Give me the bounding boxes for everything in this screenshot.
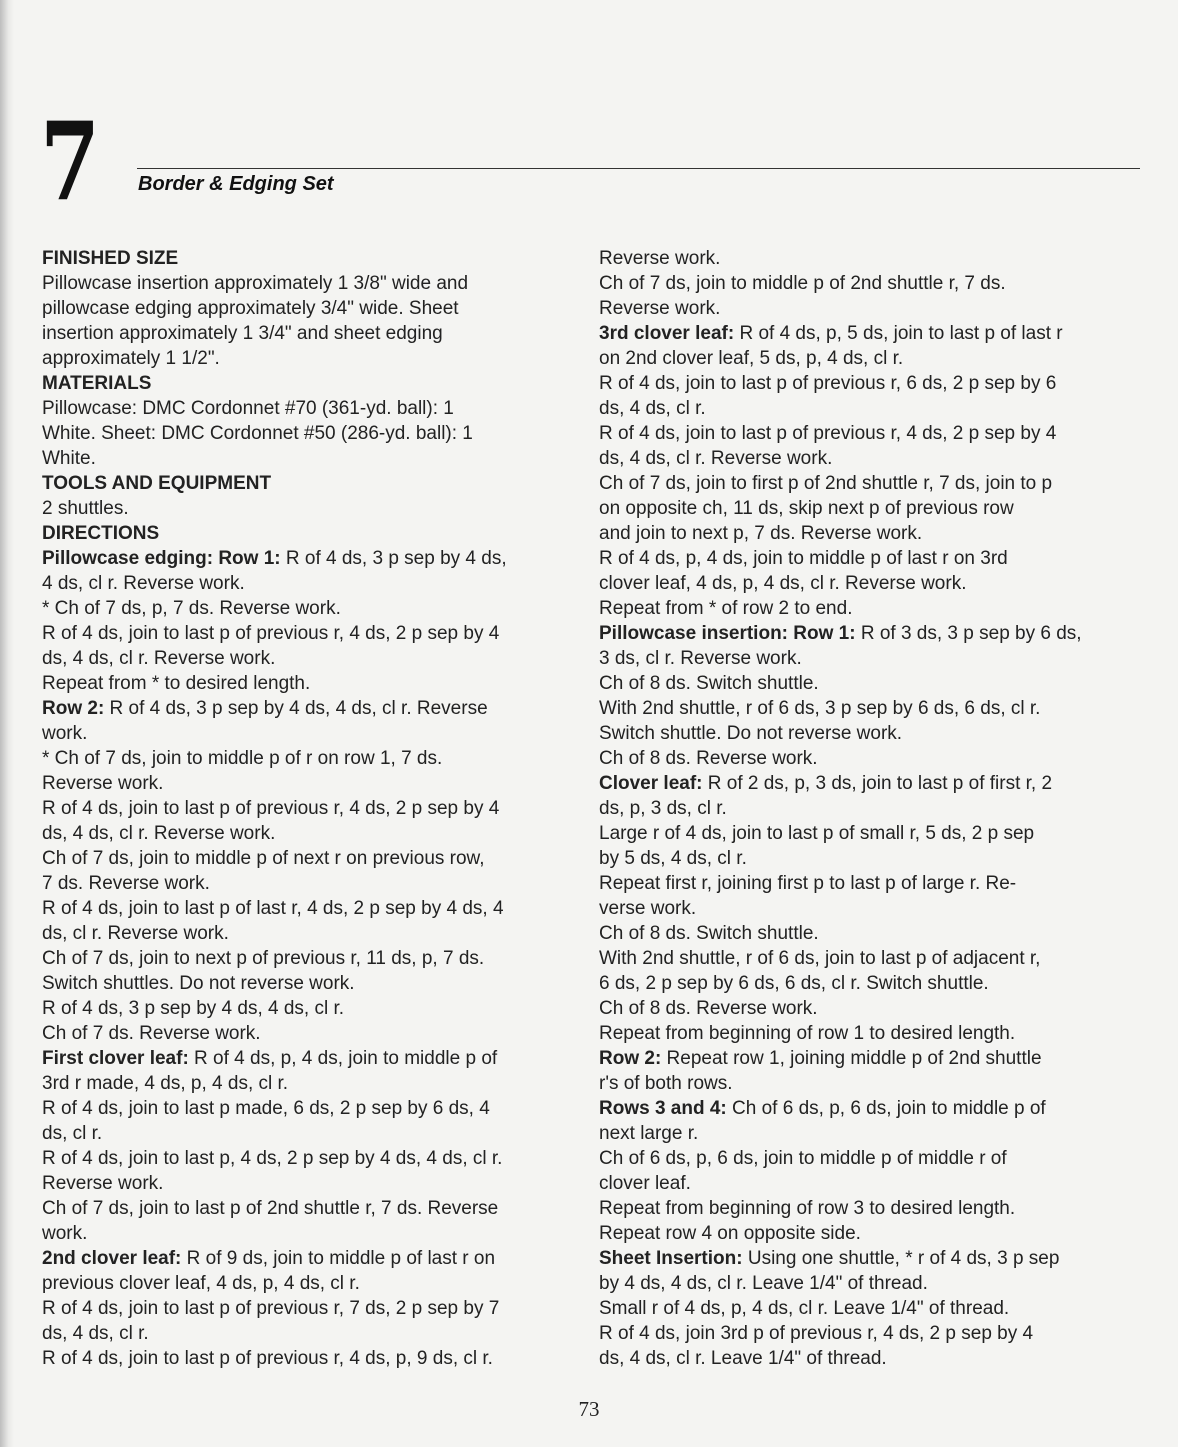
- line-text: Ch of 7 ds, join to last p of 2nd shuttle r, 7 ds. Reverse: [42, 1198, 499, 1219]
- text-line: [599, 1096, 1159, 1121]
- line-text: 3 ds, cl r. Reverse work.: [599, 648, 802, 669]
- line-text: ds, 4 ds, cl r.: [599, 398, 706, 419]
- text-line: [42, 1096, 582, 1121]
- bold-heading: Rows 3 and 4:: [599, 1098, 727, 1119]
- text-line: [42, 446, 582, 471]
- line-text: Large r of 4 ds, join to last p of small r, 5 ds, 2 p sep: [599, 823, 1035, 844]
- line-text: With 2nd shuttle, r of 6 ds, join to last p of adjacent r,: [599, 948, 1041, 969]
- line-text: 4 ds, cl r. Reverse work.: [42, 573, 245, 594]
- text-line: [42, 471, 582, 496]
- text-line: [42, 1196, 582, 1221]
- text-line: [42, 821, 582, 846]
- line-text: * Ch of 7 ds, p, 7 ds. Reverse work.: [42, 598, 341, 619]
- text-line: [599, 846, 1159, 871]
- line-text: 7 ds. Reverse work.: [42, 873, 210, 894]
- text-line: [42, 1146, 582, 1171]
- line-text: Reverse work.: [42, 773, 164, 794]
- line-text: by 4 ds, 4 ds, cl r. Leave 1/4" of thread.: [599, 1273, 928, 1294]
- line-text: and join to next p, 7 ds. Reverse work.: [599, 523, 923, 544]
- line-text: With 2nd shuttle, r of 6 ds, 3 p sep by 6 ds, 6 ds, cl r.: [599, 698, 1041, 719]
- text-line: [599, 446, 1159, 471]
- title-rule: [137, 168, 1140, 169]
- bold-heading: Pillowcase insertion: Row 1:: [599, 623, 856, 644]
- line-text: R of 4 ds, join to last p made, 6 ds, 2 p sep by 6 ds, 4: [42, 1098, 490, 1119]
- line-text: Ch of 6 ds, p, 6 ds, join to middle p of middle r of: [599, 1148, 1007, 1169]
- bold-heading: Row 2:: [42, 698, 105, 719]
- section-title: Border & Edging Set: [138, 173, 334, 195]
- line-text: r's of both rows.: [599, 1073, 733, 1094]
- bold-heading: Pillowcase edging: Row 1:: [42, 548, 281, 569]
- text-line: [42, 1271, 582, 1296]
- text-line: [599, 921, 1159, 946]
- text-line: [42, 346, 582, 371]
- line-text: 6 ds, 2 p sep by 6 ds, 6 ds, cl r. Switch shuttle.: [599, 973, 989, 994]
- line-text: Ch of 6 ds, p, 6 ds, join to middle p of: [726, 1098, 1046, 1119]
- line-text: R of 4 ds, join to last p of previous r, 7 ds, 2 p sep by 7: [42, 1298, 500, 1319]
- line-text: Repeat from * to desired length.: [42, 673, 311, 694]
- text-line: [42, 896, 582, 921]
- text-line: [42, 646, 582, 671]
- text-line: [42, 1246, 582, 1271]
- text-line: [599, 471, 1159, 496]
- line-text: next large r.: [599, 1123, 699, 1144]
- line-text: ds, 4 ds, cl r. Reverse work.: [42, 648, 276, 669]
- text-line: [42, 696, 582, 721]
- text-line: [42, 396, 582, 421]
- text-line: [599, 1271, 1159, 1296]
- text-line: [42, 1296, 582, 1321]
- line-text: ds, 4 ds, cl r. Reverse work.: [42, 823, 276, 844]
- text-line: [599, 646, 1159, 671]
- line-text: * Ch of 7 ds, join to middle p of r on row 1, 7 ds.: [42, 748, 443, 769]
- line-text: Switch shuttles. Do not reverse work.: [42, 973, 355, 994]
- bold-heading: 2nd clover leaf:: [42, 1248, 182, 1269]
- text-line: [42, 371, 582, 396]
- line-text: Ch of 8 ds. Switch shuttle.: [599, 923, 819, 944]
- text-line: [599, 1121, 1159, 1146]
- line-text: previous clover leaf, 4 ds, p, 4 ds, cl r.: [42, 1273, 360, 1294]
- text-line: [42, 846, 582, 871]
- line-text: R of 4 ds, join to last p of previous r, 4 ds, 2 p sep by 4: [42, 798, 500, 819]
- line-text: White. Sheet: DMC Cordonnet #50 (286-yd. ball): 1: [42, 423, 473, 444]
- line-text: on opposite ch, 11 ds, skip next p of previous row: [599, 498, 1014, 519]
- bold-heading: FINISHED SIZE: [42, 248, 179, 269]
- bold-heading: First clover leaf:: [42, 1048, 189, 1069]
- text-line: [599, 771, 1159, 796]
- text-line: [599, 1221, 1159, 1246]
- line-text: Pillowcase insertion approximately 1 3/8" wide and: [42, 273, 469, 294]
- line-text: Repeat from * of row 2 to end.: [599, 598, 853, 619]
- line-text: verse work.: [599, 898, 697, 919]
- line-text: on 2nd clover leaf, 5 ds, p, 4 ds, cl r.: [599, 348, 904, 369]
- text-line: [42, 421, 582, 446]
- text-line: [599, 496, 1159, 521]
- text-line: [42, 996, 582, 1021]
- bold-heading: Row 2:: [599, 1048, 662, 1069]
- line-text: R of 4 ds, join to last p of previous r, 4 ds, p, 9 ds, cl r.: [42, 1348, 493, 1369]
- page-spine-shadow: [0, 0, 14, 1447]
- text-line: [599, 1246, 1159, 1271]
- line-text: approximately 1 1/2".: [42, 348, 220, 369]
- line-text: 2 shuttles.: [42, 498, 129, 519]
- line-text: R of 4 ds, 3 p sep by 4 ds,: [280, 548, 507, 569]
- line-text: Ch of 7 ds, join to middle p of 2nd shuttle r, 7 ds.: [599, 273, 1006, 294]
- text-line: [599, 346, 1159, 371]
- text-line: [599, 1021, 1159, 1046]
- line-text: R of 2 ds, p, 3 ds, join to last p of first r, 2: [702, 773, 1053, 794]
- line-text: Ch of 8 ds. Switch shuttle.: [599, 673, 819, 694]
- bold-heading: Clover leaf:: [599, 773, 703, 794]
- line-text: R of 9 ds, join to middle p of last r on: [181, 1248, 496, 1269]
- text-line: [599, 1346, 1159, 1371]
- text-line: [42, 496, 582, 521]
- text-line: [42, 546, 582, 571]
- text-line: [42, 521, 582, 546]
- text-line: [599, 321, 1159, 346]
- line-text: ds, cl r. Reverse work.: [42, 923, 229, 944]
- text-line: [42, 1071, 582, 1096]
- text-line: [599, 1071, 1159, 1096]
- text-line: [599, 1196, 1159, 1221]
- text-line: [599, 696, 1159, 721]
- text-line: [599, 746, 1159, 771]
- line-text: Ch of 7 ds, join to next p of previous r, 11 ds, p, 7 ds.: [42, 948, 485, 969]
- text-line: [599, 721, 1159, 746]
- bold-heading: Sheet Insertion:: [599, 1248, 743, 1269]
- text-line: [599, 821, 1159, 846]
- line-text: ds, p, 3 ds, cl r.: [599, 798, 727, 819]
- line-text: ds, 4 ds, cl r. Leave 1/4" of thread.: [599, 1348, 887, 1369]
- line-text: Small r of 4 ds, p, 4 ds, cl r. Leave 1/4" of thread.: [599, 1298, 1010, 1319]
- line-text: clover leaf.: [599, 1173, 691, 1194]
- line-text: ds, 4 ds, cl r.: [42, 1323, 149, 1344]
- text-line: [599, 371, 1159, 396]
- line-text: R of 4 ds, p, 5 ds, join to last p of last r: [734, 323, 1063, 344]
- line-text: Switch shuttle. Do not reverse work.: [599, 723, 903, 744]
- text-line: [599, 1046, 1159, 1071]
- text-line: [42, 921, 582, 946]
- line-text: ds, 4 ds, cl r. Reverse work.: [599, 448, 833, 469]
- line-text: R of 4 ds, p, 4 ds, join to middle p of last r on 3rd: [599, 548, 1008, 569]
- text-line: [599, 296, 1159, 321]
- line-text: R of 4 ds, join to last p of previous r, 6 ds, 2 p sep by 6: [599, 373, 1057, 394]
- line-text: Pillowcase: DMC Cordonnet #70 (361-yd. ball): 1: [42, 398, 454, 419]
- text-line: [42, 771, 582, 796]
- text-line: [599, 421, 1159, 446]
- line-text: Reverse work.: [42, 1173, 164, 1194]
- text-line: [42, 271, 582, 296]
- text-line: [599, 1296, 1159, 1321]
- line-text: R of 4 ds, join to last p of last r, 4 ds, 2 p sep by 4 ds, 4: [42, 898, 504, 919]
- text-line: [599, 671, 1159, 696]
- chapter-number: 7: [40, 99, 101, 225]
- text-line: [42, 1021, 582, 1046]
- line-text: R of 4 ds, 3 p sep by 4 ds, 4 ds, cl r.: [42, 998, 345, 1019]
- line-text: Ch of 8 ds. Reverse work.: [599, 748, 818, 769]
- right-column: [599, 246, 1159, 1371]
- text-line: [42, 796, 582, 821]
- line-text: clover leaf, 4 ds, p, 4 ds, cl r. Reverse work.: [599, 573, 967, 594]
- bold-heading: MATERIALS: [42, 373, 152, 394]
- left-column: [42, 246, 582, 1371]
- text-line: [42, 671, 582, 696]
- text-line: [599, 396, 1159, 421]
- text-line: [42, 596, 582, 621]
- bold-heading: DIRECTIONS: [42, 523, 160, 544]
- text-line: [599, 971, 1159, 996]
- text-line: [599, 621, 1159, 646]
- text-line: [42, 1346, 582, 1371]
- text-line: [599, 1146, 1159, 1171]
- line-text: R of 4 ds, join to last p of previous r, 4 ds, 2 p sep by 4: [599, 423, 1057, 444]
- line-text: Ch of 8 ds. Reverse work.: [599, 998, 818, 1019]
- line-text: work.: [42, 723, 88, 744]
- line-text: Repeat row 1, joining middle p of 2nd shuttle: [661, 1048, 1042, 1069]
- text-line: [42, 571, 582, 596]
- line-text: pillowcase edging approximately 3/4" wide. Sheet: [42, 298, 459, 319]
- text-line: [42, 1121, 582, 1146]
- line-text: Ch of 7 ds, join to first p of 2nd shuttle r, 7 ds, join to p: [599, 473, 1053, 494]
- text-line: [599, 546, 1159, 571]
- text-line: [599, 246, 1159, 271]
- text-line: [42, 1046, 582, 1071]
- line-text: insertion approximately 1 3/4" and sheet edging: [42, 323, 443, 344]
- line-text: Using one shuttle, * r of 4 ds, 3 p sep: [742, 1248, 1060, 1269]
- text-line: [42, 1171, 582, 1196]
- line-text: 3rd r made, 4 ds, p, 4 ds, cl r.: [42, 1073, 289, 1094]
- line-text: Ch of 7 ds, join to middle p of next r on previous row,: [42, 848, 485, 869]
- text-line: [599, 796, 1159, 821]
- text-line: [599, 896, 1159, 921]
- line-text: Ch of 7 ds. Reverse work.: [42, 1023, 261, 1044]
- page-number: 73: [578, 1397, 600, 1421]
- line-text: work.: [42, 1223, 88, 1244]
- line-text: R of 4 ds, join 3rd p of previous r, 4 ds, 2 p sep by 4: [599, 1323, 1034, 1344]
- text-line: [42, 746, 582, 771]
- line-text: by 5 ds, 4 ds, cl r.: [599, 848, 747, 869]
- text-line: [599, 521, 1159, 546]
- text-line: [42, 721, 582, 746]
- text-line: [599, 271, 1159, 296]
- text-line: [42, 871, 582, 896]
- line-text: Repeat from beginning of row 3 to desired length.: [599, 1198, 1016, 1219]
- line-text: R of 4 ds, 3 p sep by 4 ds, 4 ds, cl r. Reverse: [104, 698, 488, 719]
- text-line: [42, 1321, 582, 1346]
- line-text: R of 4 ds, join to last p of previous r, 4 ds, 2 p sep by 4: [42, 623, 500, 644]
- line-text: R of 4 ds, p, 4 ds, join to middle p of: [188, 1048, 498, 1069]
- text-line: [599, 571, 1159, 596]
- text-line: [599, 1321, 1159, 1346]
- text-line: [599, 996, 1159, 1021]
- bold-heading: TOOLS AND EQUIPMENT: [42, 473, 272, 494]
- line-text: R of 3 ds, 3 p sep by 6 ds,: [855, 623, 1082, 644]
- text-line: [42, 296, 582, 321]
- line-text: Repeat row 4 on opposite side.: [599, 1223, 861, 1244]
- text-line: [42, 946, 582, 971]
- line-text: White.: [42, 448, 96, 469]
- text-line: [42, 1221, 582, 1246]
- line-text: ds, cl r.: [42, 1123, 103, 1144]
- text-line: [42, 321, 582, 346]
- line-text: Repeat first r, joining first p to last p of large r. Re-: [599, 873, 1017, 894]
- line-text: Repeat from beginning of row 1 to desired length.: [599, 1023, 1016, 1044]
- line-text: Reverse work.: [599, 248, 721, 269]
- text-line: [599, 596, 1159, 621]
- text-line: [599, 871, 1159, 896]
- text-line: [42, 246, 582, 271]
- bold-heading: 3rd clover leaf:: [599, 323, 735, 344]
- line-text: Reverse work.: [599, 298, 721, 319]
- text-line: [599, 946, 1159, 971]
- text-line: [42, 971, 582, 996]
- text-line: [42, 621, 582, 646]
- line-text: R of 4 ds, join to last p, 4 ds, 2 p sep by 4 ds, 4 ds, cl r.: [42, 1148, 503, 1169]
- text-line: [599, 1171, 1159, 1196]
